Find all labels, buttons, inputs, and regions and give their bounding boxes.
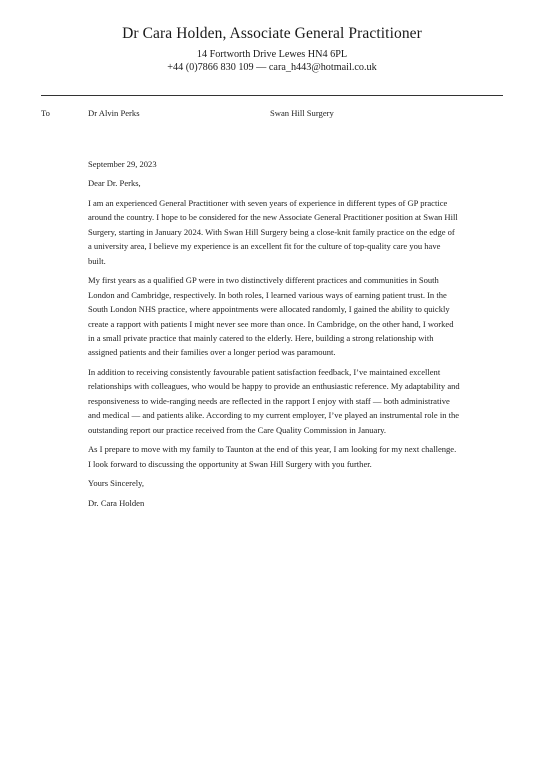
letter-header <box>0 24 544 74</box>
letter-paragraph: My first years as a qualified GP were in two distinctively different practices and communities in South London and Cambridge, respectively. In both roles, I learned various ways of earning patient trust. In the South London NHS practice, where appointments were allocated randomly, I gained the ability to quickly create a rapport with patients I might never see more than once. In Cambridge, on the other hand, I worked in a small private practice that mainly catered to the elderly. Here, building a strong relationship with assigned patients and their families over a longer period was paramount. <box>88 275 454 358</box>
letter-date: September 29, 2023 <box>88 159 157 169</box>
header-divider <box>41 95 503 96</box>
letter-paragraph: In addition to receiving consistently favourable patient satisfaction feedback, I’ve maintained excellent relationships with colleagues, who would be happy to provide an enthusiastic reference. My adaptability and responsiveness to wide-ranging needs are reflected in the rapport I enjoy with staff — both administrative and medical — and patients alike. According to my current employer, I’ve played an instrumental role in the outstanding report our practice received from the Care Quality Commission in January. <box>88 366 460 435</box>
sender-address: 14 Fortworth Drive Lewes HN4 6PL <box>196 49 348 60</box>
letter-signature: Dr. Cara Holden <box>88 497 145 508</box>
recipient-name: Dr Alvin Perks <box>88 108 140 118</box>
sender-name: Dr Cara Holden, Associate General Practitioner <box>122 25 422 42</box>
letter-body <box>88 157 460 515</box>
letter-paragraph: As I prepare to move with my family to Taunton at the end of this year, I am looking for my next challenge. I look forward to discussing the opportunity at Swan Hill Surgery with you further. <box>88 444 457 469</box>
letter-closing: Yours Sincerely, <box>88 478 145 489</box>
recipient-organization: Swan Hill Surgery <box>270 108 334 118</box>
letter-salutation: Dear Dr. Perks, <box>88 178 141 189</box>
letter-paragraph: I am an experienced General Practitioner with seven years of experience in different types of GP practice around the country. I hope to be considered for the new Associate General Practitioner position at Swan Hill Surgery, starting in January 2024. With Swan Hill Surgery being a close-knit family practice on the edge of a university area, I believe my experience is an excellent fit for the culture of top-quality care you have built. <box>88 197 458 266</box>
recipient-label: To <box>41 108 50 118</box>
sender-contact: +44 (0)7866 830 109 — cara_h443@hotmail.co.uk <box>167 62 377 73</box>
